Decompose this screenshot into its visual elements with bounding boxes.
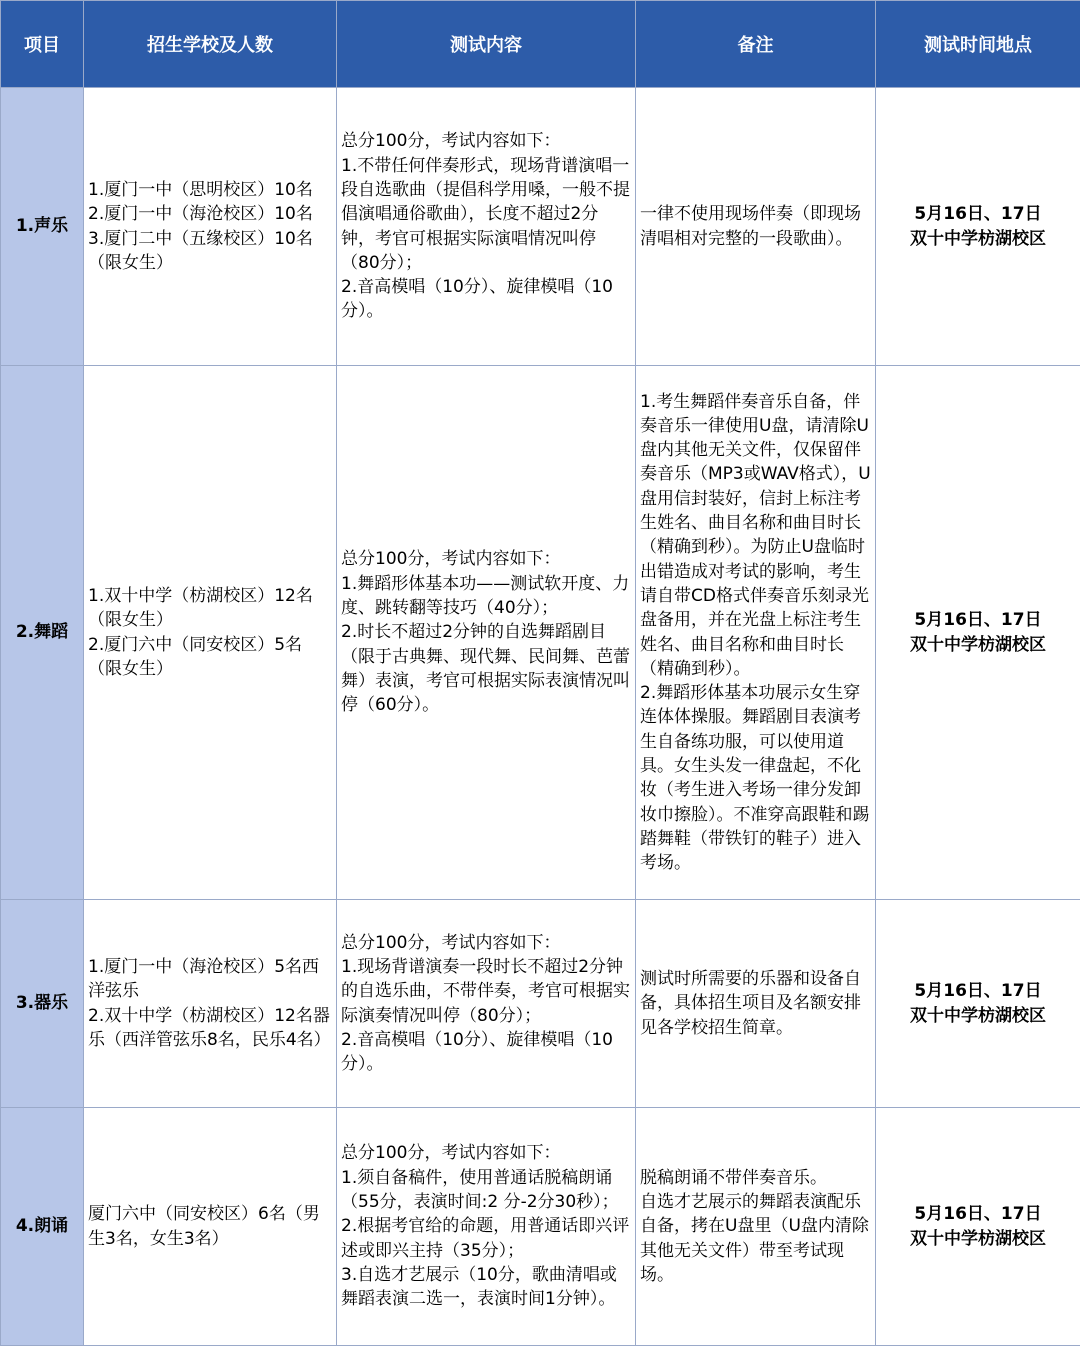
notes-cell: 1.考生舞蹈伴奏音乐自备，伴奏音乐一律使用U盘，请清除U盘内其他无关文件，仅保留伴奏音乐（MP3或WAV格式），U盘用信封装好，信封上标注考生姓名、曲目名称和曲目时长（精确到秒）。为防止U盘临时出错造成对考试的影响，考生请自带CD格式伴奏音乐刻录光盘备用，并在光盘上标注考生姓名、曲目名称和曲目时长（精确到秒）。 2.舞蹈形体基本功展示女生穿连体体操服。舞蹈剧目表演考生自备练功服，可以使用道具。女生头发一律盘起，不化妆（考生进入考场一律分发卸妆巾擦脸）。不准穿高跟鞋和踢踏舞鞋（带铁钉的鞋子）进入考场。: [636, 366, 876, 900]
location-cell: 5月16日、17日 双十中学枋湖校区: [876, 900, 1080, 1108]
notes-cell: 测试时所需要的乐器和设备自备，具体招生项目及名额安排见各学校招生简章。: [636, 900, 876, 1108]
notes-cell: 一律不使用现场伴奏（即现场清唱相对完整的一段歌曲）。: [636, 88, 876, 366]
header-content: 测试内容: [337, 1, 636, 88]
item-cell: 3.器乐: [1, 900, 84, 1108]
schools-cell: 1.双十中学（枋湖校区）12名（限女生） 2.厦门六中（同安校区）5名（限女生）: [84, 366, 337, 900]
schools-cell: 1.厦门一中（海沧校区）5名西洋弦乐 2.双十中学（枋湖校区）12名器乐（西洋管弦乐8名，民乐4名）: [84, 900, 337, 1108]
content-cell: 总分100分，考试内容如下： 1.须自备稿件，使用普通话脱稿朗诵（55分，表演时间:2 分-2分30秒）； 2.根据考官给的命题，用普通话即兴评述或即兴主持（35分）； 3.自选才艺展示（10分，歌曲清唱或舞蹈表演二选一，表演时间1分钟）。: [337, 1108, 636, 1346]
location-cell: 5月16日、17日 双十中学枋湖校区: [876, 366, 1080, 900]
item-cell: 1.声乐: [1, 88, 84, 366]
content-cell: 总分100分，考试内容如下： 1.不带任何伴奏形式，现场背谱演唱一段自选歌曲（提倡科学用嗓，一般不提倡演唱通俗歌曲），长度不超过2分钟，考官可根据实际演唱情况叫停（80分）； 2.音高模唱（10分）、旋律模唱（10分）。: [337, 88, 636, 366]
item-cell: 4.朗诵: [1, 1108, 84, 1346]
schools-cell: 厦门六中（同安校区）6名（男生3名，女生3名）: [84, 1108, 337, 1346]
table-row-dance: [1, 366, 1080, 900]
schools-cell: 1.厦门一中（思明校区）10名 2.厦门一中（海沧校区）10名 3.厦门二中（五缘校区）10名 （限女生）: [84, 88, 337, 366]
header-item: 项目: [1, 1, 84, 88]
table-row-vocal: [1, 88, 1080, 366]
content-cell: 总分100分，考试内容如下： 1.现场背谱演奏一段时长不超过2分钟的自选乐曲，不带伴奏，考官可根据实际演奏情况叫停（80分）； 2.音高模唱（10分）、旋律模唱（10分）。: [337, 900, 636, 1108]
table-row-instrumental: [1, 900, 1080, 1108]
location-cell: 5月16日、17日 双十中学枋湖校区: [876, 1108, 1080, 1346]
location-cell: 5月16日、17日 双十中学枋湖校区: [876, 88, 1080, 366]
header-notes: 备注: [636, 1, 876, 88]
notes-cell: 脱稿朗诵不带伴奏音乐。 自选才艺展示的舞蹈表演配乐自备，拷在U盘里（U盘内清除其他无关文件）带至考试现场。: [636, 1108, 876, 1346]
header-location: 测试时间地点: [876, 1, 1080, 88]
item-cell: 2.舞蹈: [1, 366, 84, 900]
content-cell: 总分100分，考试内容如下： 1.舞蹈形体基本功——测试软开度、力度、跳转翻等技巧（40分）； 2.时长不超过2分钟的自选舞蹈剧目（限于古典舞、现代舞、民间舞、芭蕾舞）表演，考官可根据实际表演情况叫停（60分）。: [337, 366, 636, 900]
header-schools: 招生学校及人数: [84, 1, 337, 88]
table-row-recitation: [1, 1108, 1080, 1346]
header-row: [1, 1, 1080, 88]
